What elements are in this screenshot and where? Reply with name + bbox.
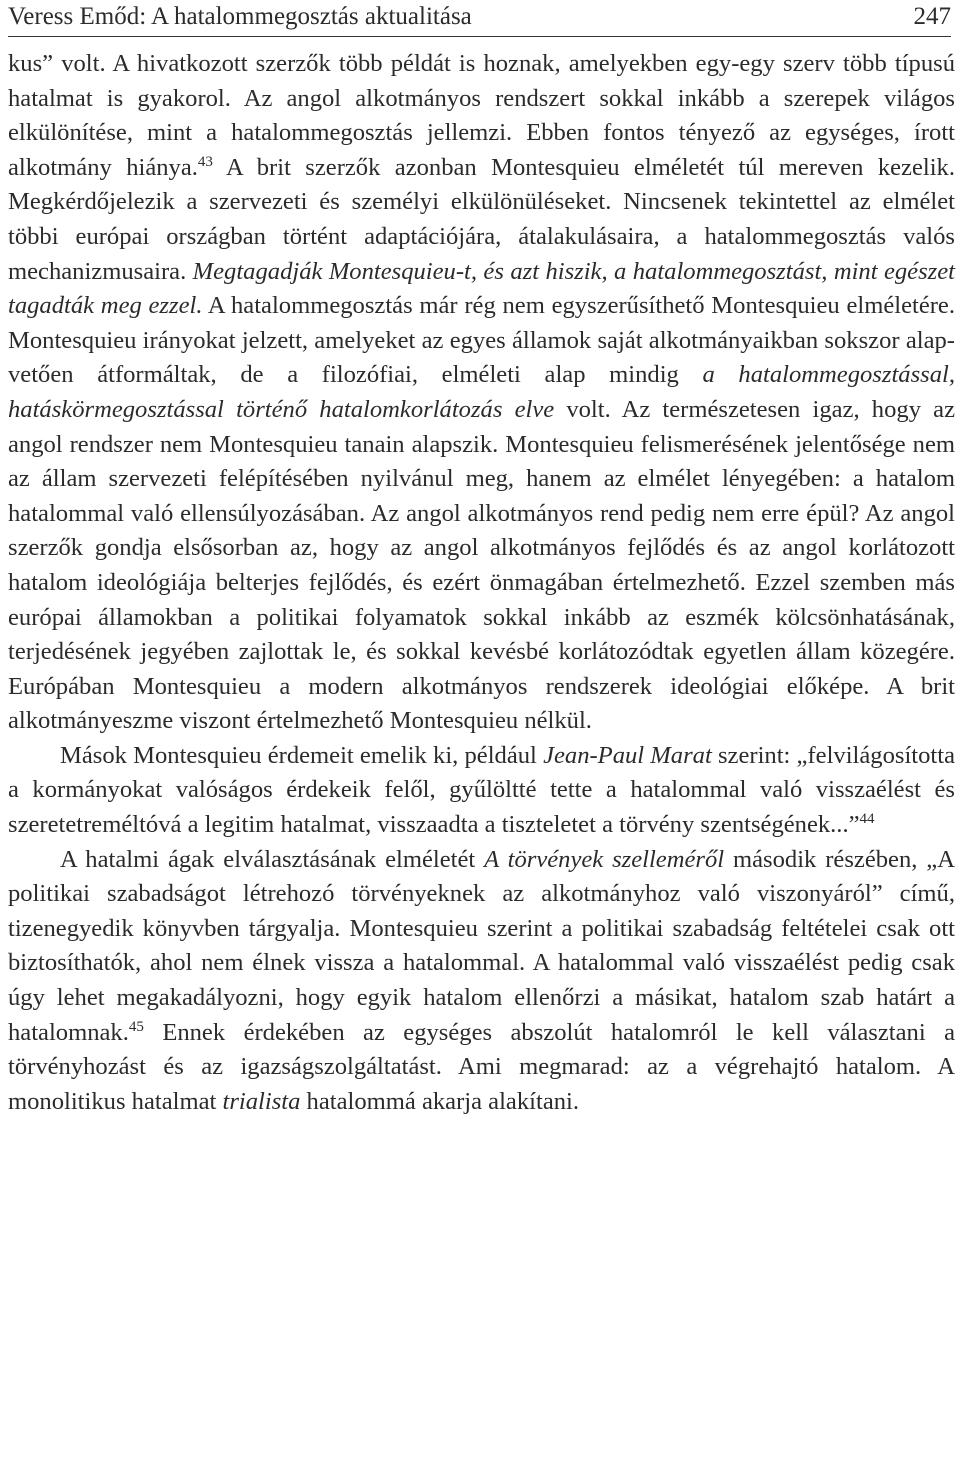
italic-text: Megtagadják Montesquieu-t, és azt hiszik, a hatalommegosztást, mint egészet tagadták meg ezzel. — [8, 257, 955, 320]
footnote-marker: 45 — [128, 1018, 144, 1035]
italic-text: trialista — [222, 1087, 301, 1115]
text-run: A hatalmi ágak elválasztásának elméletét — [60, 845, 485, 873]
text-run: A brit szerzők azonban Montesquieu elméletét túl mereven kezelik. Megkérdőjelezik a szervezeti és személyi elkülönüléseket. Nincsenek tekintettel az elmélet többi európai országban történt adaptációjára, átalakulásaira, a hatalommegosztás valós mechanizmusaira. — [8, 153, 955, 285]
italic-text: Jean-Paul Marat — [543, 741, 712, 769]
text-run: második részében, „A politikai szabadságot létrehozó törvényeknek az alkotmányhoz való viszonyáról” című, tizenegyedik könyvben tárgyalja. Montesquieu szerint a politikai szabadság feltételei csak ott biztosíthatók, ahol nem élnek vissza a hatalommal. A hatalommal való visszaélést pedig csak úgy lehet megakadályozni, hogy egyik hatalom ellenőrzi a másikat, hatalom szab határt a hatalomnak. — [8, 845, 955, 1046]
body-text — [8, 47, 955, 1119]
text-run: Mások Montesquieu érdemeit emelik ki, például — [60, 741, 544, 769]
paragraph — [8, 739, 955, 843]
italic-text: a hatalommegosztással, hatáskörmegosztással történő hatalomkorlátozás elve — [8, 361, 956, 423]
running-header — [8, 0, 951, 37]
footnote-marker: 43 — [197, 153, 213, 170]
footnote-marker: 44 — [859, 810, 875, 827]
text-run: Ennek érdekében az egységes abszolút hatalomról le kell választani a törvényhozást és az igazságszolgáltatást. Ami megmarad: az a végrehajtó hatalom. A monolitikus hatalmat — [8, 1018, 955, 1115]
text-run: hatalommá akarja alakítani. — [300, 1087, 580, 1115]
paragraph — [8, 843, 955, 1120]
text-run: A hatalommegosztás már rég nem egyszerűsíthető Montesquieu elméletére. Montesquieu irányokat jelzett, amelyeket az egyes államok saját alkotmányaikban sokszor alapvetően átformáltak, de a filozófiai, elméleti alap mindig — [8, 292, 955, 389]
running-title: Veress Emőd: A hatalommegosztás aktualitása — [8, 3, 472, 30]
italic-text: A törvények szelleméről — [484, 845, 725, 873]
paragraph — [8, 47, 955, 739]
text-run: volt. Az természetesen igaz, hogy az angol rendszer nem Montesquieu tanain alapszik. Montesquieu felismerésének jelentősége nem az állam szervezeti felépítésében nyilvánul meg, hanem az elmélet lényegében: a hatalom hatalommal való ellensúlyozásában. Az angol alkotmányos rend pedig nem erre épül? Az angol szerzők gondja elsősorban az, hogy az angol alkotmányos fejlődés és az angol korlátozott hatalom ideológiája belterjes fejlődés, és ezért önmagában értelmezhető. Ezzel szemben más európai államokban a politikai folyamatok sokkal inkább az eszmék kölcsönhatásának, terjedésének jegyében zajlottak le, és sokkal kevésbé korlátozódtak egyetlen állam közegére. Európában Montesquieu a modern alkotmányos rendszerek ideológiai előképe. A brit alkotmányeszme viszont értelmezhető Montesquieu nélkül. — [8, 395, 956, 735]
text-run: szerint: „felvilágosította a kormányokat valóságos érdekeik felől, gyűlöltté tette a hatalommal való visszaélést és szeretetreméltóvá a legitim hatalmat, visszaadta a tiszteletet a törvény szentségének...” — [8, 741, 955, 839]
text-run: kus” volt. A hivatkozott szerzők több példát is hoznak, amelyekben egy-egy szerv több típusú hatalmat is gyakorol. Az angol alkotmányos rendszert sokkal inkább a szerepek világos elkülönítése, mint a hatalommegosztás jellemzi. Ebben fontos tényező az egységes, írott alkotmány hiánya. — [8, 50, 955, 181]
page-number: 247 — [913, 3, 951, 30]
